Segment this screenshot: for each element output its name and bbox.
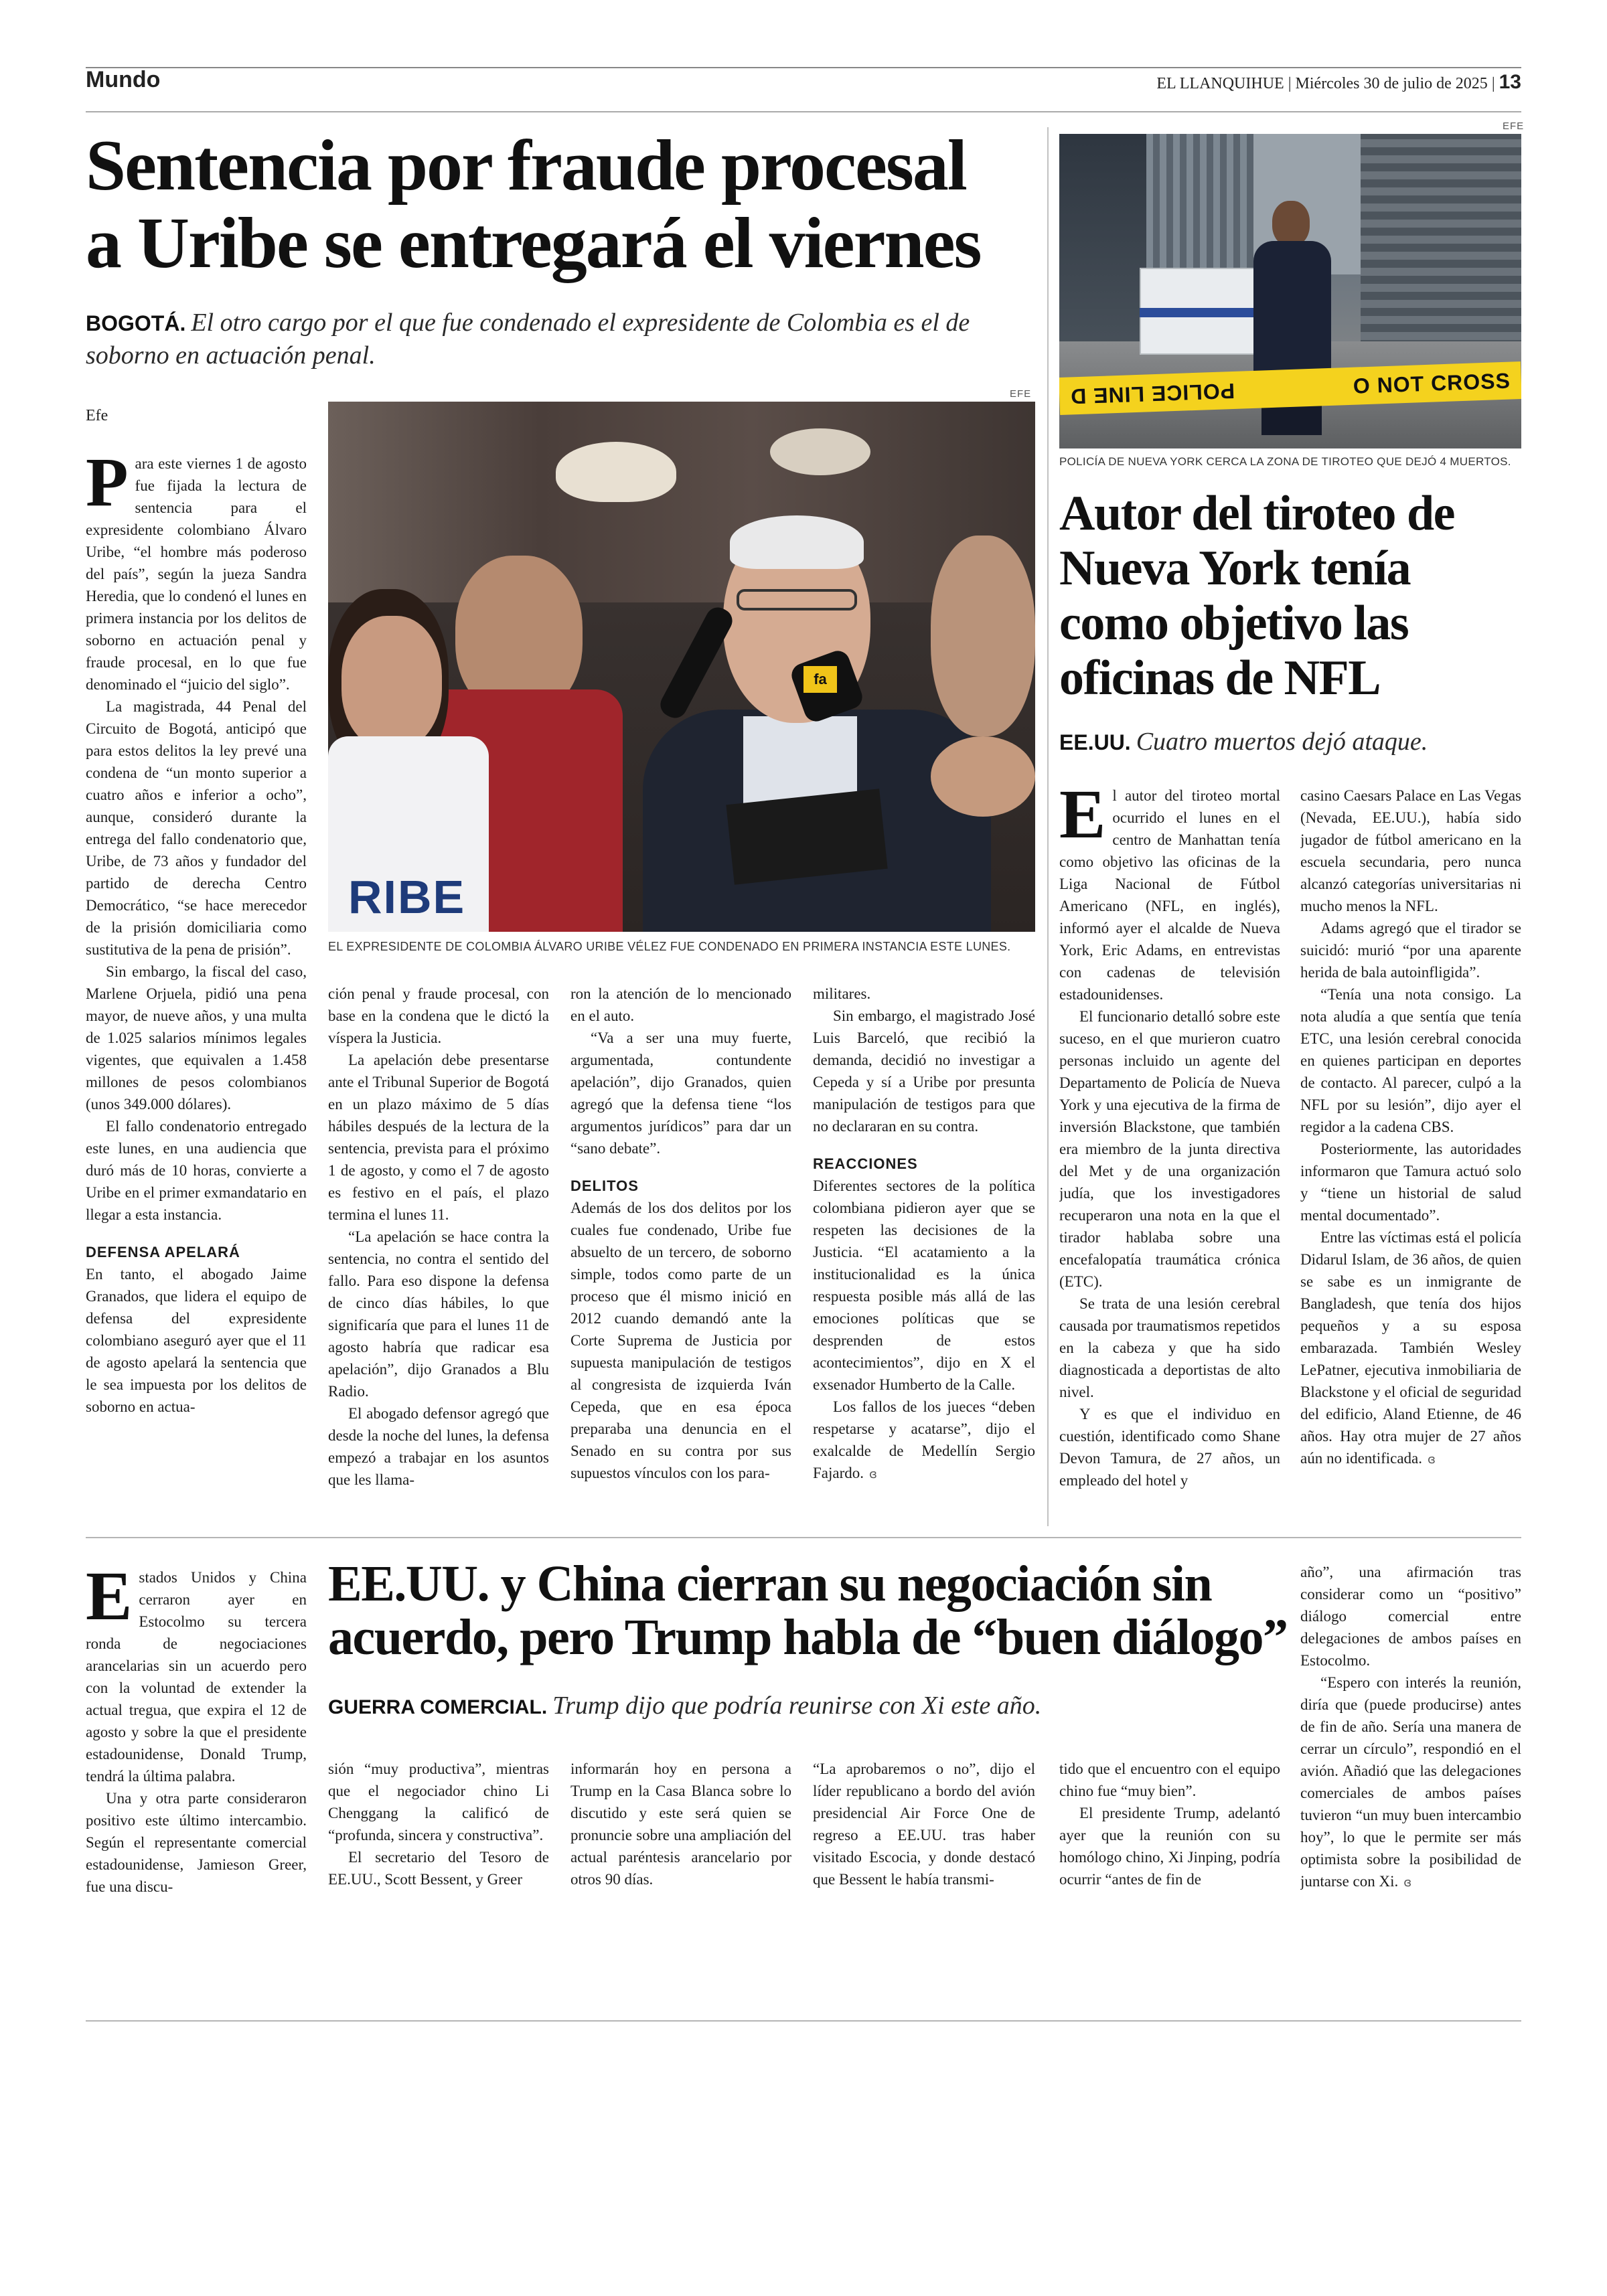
uribe-paragraph: militares. (813, 985, 871, 1002)
nyc-col-2 (1300, 785, 1521, 1521)
uribe-paragraph: La magistrada, 44 Penal del Circuito de Bogotá, anticipó que para estos delitos la ley prevé una condena de “un monto superior a cuatro años e inferior a ocho”, aunque, consideró durante la entrega del fallo condenatorio que, Uribe, de 73 años y fundador del partido de derecha Centro Democrático, “se hace merecedor de la prisión domiciliaria como sustitutiva de la pena de prisión”. (86, 698, 307, 958)
uribe-paragraph: Diferentes sectores de la política colombiana pidieron ayer que se respeten las decisiones de la Justicia. “El acatamiento a la institucionalidad es la única respuesta posible más allá de las emociones políticas que se desprenden de estos acontecimientos”, dijo en X el exsenador Humberto de la Calle. (813, 1177, 1035, 1393)
nyc-paragraph: Adams agregó que el tirador se suicidó: murió “por una aparente herida de bala autoinfligida”. (1300, 920, 1521, 981)
officer-head (1272, 201, 1310, 246)
uribe-kicker: BOGOTÁ. (86, 311, 186, 335)
nyc-paragraph: El funcionario detalló sobre este suceso, en el que murieron cuatro personas incluido un agente del Departamento de Policía de Nueva York y una ejecutiva de la firma de inversión Blackstone, que también era miembro de la junta directiva del Met y de una organización judía, que los investigadores recuperaron una nota en la que el tirador hablaba sobre una encefalopatía traumática crónica (ETC). (1059, 1008, 1280, 1290)
china-paragraph: informarán hoy en persona a Trump en la Casa Blanca sobre lo discutido y este será quien se pronuncie sobre una ampliación del actual paréntesis arancelario por otros 90 días. (570, 1760, 791, 1888)
uribe-col-2 (328, 983, 549, 1518)
bottom-rule (86, 2020, 1521, 2022)
china-headline-line-2: acuerdo, pero Trump habla de “buen diálogo” (328, 1609, 1288, 1665)
uribe-col-3 (570, 983, 791, 1518)
nyc-text: l autor del tiroteo mortal ocurrido el lunes en el centro de Manhattan tenía como objetivo las oficinas de la Liga Nacional de Fútbol Americano (NFL, en inglés), informó ayer el alcalde de Nueva York, Eric Adams, en entrevistas con cadenas de televisión estadounidenses. (1059, 787, 1280, 1003)
china-paragraph: año”, una afirmación tras considerar como un “positivo” diálogo comercial entre delegaciones de ambos países en Estocolmo. (1300, 1564, 1521, 1669)
nyc-caption: POLICÍA DE NUEVA YORK CERCA LA ZONA DE TIROTEO QUE DEJÓ 4 MUERTOS. (1059, 455, 1511, 468)
building-left (1059, 134, 1146, 355)
nyc-photo (1059, 134, 1521, 448)
uribe-deck-text: El otro cargo por el que fue condenado el expresidente de Colombia es el de soborno en actuación penal. (86, 309, 970, 370)
uribe-text: Los fallos de los jueces “deben respetarse y acatarse”, dijo el exalcalde de Medellín Sergio Fajardo. (813, 1398, 1035, 1481)
person-right (931, 536, 1035, 736)
uribe-paragraph: Además de los dos delitos por los cuales fue condenado, Uribe fue absuelto de un tercero, de soborno simple, todos como parte de un proceso que él mismo inició en 2012 cuando demandó ante la Corte Suprema de Justicia por supuesta manipulación de testigos al congresista de izquierda Iván Cepeda, que en esa época preparaba una denuncia en el Senado en su contra por sus supuestos vínculos con los para- (570, 1200, 791, 1481)
folio: EL LLANQUIHUE | Miércoles 30 de julio de 2025 | 13 (1156, 71, 1521, 93)
nyc-headline-line-4: oficinas de NFL (1059, 651, 1381, 706)
uribe-paragraph (813, 1396, 1035, 1485)
nyc-headline (1059, 486, 1521, 706)
paper-name: EL LLANQUIHUE (1156, 75, 1284, 92)
uribe-paragraph: En tanto, el abogado Jaime Granados, que lidera el equipo de defensa del expresidente colombiano aseguró ayer que el 11 de agosto apelará la sentencia que le sea impuesta por los delitos de soborno en actua- (86, 1266, 307, 1415)
microphone (656, 603, 737, 722)
uribe-paragraph: Sin embargo, la fiscal del caso, Marlene Orjuela, pidió una pena mayor, de nueve años, y una multa de 1.025 salarios mínimos legales vigentes, que equivalen a 1.458 millones de pesos colombianos (unos 349.000 dólares). (86, 963, 307, 1113)
column-divider (1047, 127, 1049, 1526)
uribe-photo-credit: EFE (1010, 388, 1032, 400)
uribe-paragraph: El fallo condenatorio entregado este lunes, en una audiencia que duró más de 10 horas, convierte a Uribe en el primer exmandatario en llegar a esta instancia. (86, 1118, 307, 1223)
nyc-paragraph (1300, 1226, 1521, 1471)
header-rule (86, 111, 1521, 112)
china-col-4 (813, 1758, 1035, 1918)
china-col-5 (1059, 1758, 1280, 1918)
speaker-hair (730, 515, 864, 569)
drop-cap: P (86, 453, 129, 521)
nyc-paragraph (1059, 785, 1280, 1005)
uribe-paragraph: “La apelación se hace contra la sentencia, no contra el sentido del fallo. Para eso dispone la defensa de cinco días hábiles, lo que significaría que para el lunes 11 de agosto habría que radicar esa apelación”, dijo Granados a Blu Radio. (328, 1228, 549, 1400)
china-paragraph: tido que el encuentro con el equipo chino fue “muy bien”. (1059, 1760, 1280, 1799)
uribe-deck (86, 307, 1010, 372)
hat-shape-2 (770, 428, 870, 475)
nyc-headline-line-1: Autor del tiroteo de (1059, 486, 1455, 541)
tape-text-left: POLICE LINE D (1069, 378, 1235, 408)
nyc-text: Entre las víctimas está el policía Didarul Islam, de 36 años, de quien se sabe es un inmigrante de Bangladesh, que tenía dos hijos pequeños y a su esposa embarazada. También Wesley LePatner, ejecutiva inmobiliaria de Blackstone y el oficial de seguridad del edificio, Aland Etienne, de 46 años. Hay otra mujer de 27 años aún no identificada. (1300, 1229, 1521, 1467)
nyc-kicker: EE.UU. (1059, 730, 1131, 754)
uribe-paragraph: La apelación debe presentarse ante el Tribunal Superior de Bogotá en un plazo máximo de 5 días hábiles después de la lectura de la sentencia, prevista para el próximo 1 de agosto, y como el 7 de agosto es festivo en el país, el plazo termina el lunes 11. (328, 1052, 549, 1223)
uribe-paragraph: “Va a ser una muy fuerte, argumentada, contundente apelación”, dijo Granados, quien agregó que la defensa tiene “los argumentos jurídicos” para dar un “sano debate”. (570, 1030, 791, 1157)
building-right (1361, 134, 1521, 348)
subhead-reacciones: REACCIONES (813, 1155, 918, 1172)
china-deck (328, 1690, 1279, 1724)
china-col-6 (1300, 1561, 1521, 1922)
top-rule (86, 67, 1521, 68)
uribe-paragraph (86, 453, 307, 695)
uribe-text: ara este viernes 1 de agosto fue fijada la lectura de sentencia para el expresidente colombiano Álvaro Uribe, “el hombre más poderoso del país”, según la jueza Sandra Heredia, que lo condenó el lunes en primera instancia por los delitos de soborno en actuación penal y fraude procesal, en lo que fue denominado el “juicio del siglo”. (86, 455, 307, 693)
drop-cap: E (86, 1566, 133, 1635)
nyc-headline-line-2: Nueva York tenía (1059, 541, 1411, 596)
china-paragraph: sión “muy productiva”, mientras que el negociador chino Li Chenggang la calificó de “profunda, sincera y constructiva”. (328, 1760, 549, 1843)
end-mark-icon: ɞ (1428, 1453, 1436, 1467)
uribe-paragraph: El abogado defensor agregó que desde la noche del lunes, la defensa empezó a trabajar en los asuntos que les llama- (328, 1405, 549, 1488)
section-label: Mundo (86, 67, 161, 92)
crowd-shape (328, 402, 1035, 602)
uribe-byline: Efe (86, 407, 108, 424)
end-mark-icon: ɞ (869, 1467, 877, 1481)
uribe-col-1 (86, 453, 307, 1517)
china-headline-line-1: EE.UU. y China cierran su negociación sin (328, 1556, 1212, 1612)
china-paragraph: “La aprobaremos o no”, dijo el líder republicano a bordo del avión presidencial Air Force One de regreso a EE.UU. tras haber visitado Escocia, y donde destacó que Bessent le había transmi- (813, 1760, 1035, 1888)
uribe-paragraph: ron la atención de lo mencionado en el auto. (570, 985, 791, 1024)
uribe-paragraph: Sin embargo, el magistrado José Luis Barceló, que recibió la demanda, decidió no investigar a Cepeda y sí a Uribe por presunta manipulación de testigos para que no declararan en su contra. (813, 1007, 1035, 1135)
subhead-delitos: DELITOS (570, 1177, 639, 1194)
nyc-photo-credit: EFE (1503, 120, 1525, 132)
uribe-headline (86, 127, 1050, 282)
china-paragraph: El secretario del Tesoro de EE.UU., Scott Bessent, y Greer (328, 1849, 549, 1888)
nyc-paragraph: Posteriormente, las autoridades informaron que Tamura actuó solo y “tiene un historial de salud mental documentado”. (1300, 1141, 1521, 1224)
china-col-2 (328, 1758, 549, 1918)
issue-date: Miércoles 30 de julio de 2025 (1295, 75, 1488, 92)
china-paragraph: Una y otra parte consideraron positivo este último intercambio. Según el representante comercial estadounidense, Jamieson Greer, fue una discu- (86, 1790, 307, 1895)
nyc-paragraph: Y es que el individuo en cuestión, identificado como Shane Devon Tamura, de 27 años, un empleado del hotel y (1059, 1406, 1280, 1489)
story-separator (86, 1537, 1521, 1538)
officer-body (1253, 241, 1331, 382)
china-col-1 (86, 1566, 307, 1914)
subhead-defensa: DEFENSA APELARÁ (86, 1244, 240, 1260)
hat-shape (556, 442, 676, 502)
uribe-caption: EL EXPRESIDENTE DE COLOMBIA ÁLVARO URIBE VÉLEZ FUE CONDENADO EN PRIMERA INSTANCIA ESTE LUNES. (328, 940, 1011, 953)
book (726, 789, 887, 884)
hand-right (931, 736, 1035, 817)
china-col-3 (570, 1758, 791, 1918)
china-kicker: GUERRA COMERCIAL. (328, 1696, 548, 1718)
china-paragraph: El presidente Trump, adelantó ayer que la reunión con su homólogo chino, Xi Jinping, podría ocurrir “antes de fin de (1059, 1805, 1280, 1888)
tape-text-right: O NOT CROSS (1353, 368, 1511, 398)
nyc-paragraph: “Tenía una nota consigo. La nota aludía a que sentía que tenía ETC, una lesión cerebral conocida en quienes participan en deportes de contacto. Al parecer, culpó a la NFL por su lesión”, dijo ayer el regidor a la cadena CBS. (1300, 986, 1521, 1135)
shirt-lettering: RIBE (348, 871, 466, 923)
uribe-headline-line-1: Sentencia por fraude procesal (86, 126, 966, 206)
china-text: stados Unidos y China cerraron ayer en Estocolmo su tercera ronda de negociaciones arancelarias sin un acuerdo pero con la voluntad de extender la actual tregua, que expira el 12 de agosto y sobre la que el presidente estadounidense, Donald Trump, tendrá la última palabra. (86, 1569, 307, 1785)
nyc-deck (1059, 726, 1521, 758)
nyc-paragraph: casino Caesars Palace en Las Vegas (Nevada, EE.UU.), había sido jugador de fútbol americano en la escuela secundaria, pero nunca alcanzó categorías universitarias ni mucho menos la NFL. (1300, 787, 1521, 914)
nyc-deck-text: Cuatro muertos dejó ataque. (1136, 728, 1428, 756)
uribe-paragraph: ción penal y fraude procesal, con base en la condena que le dictó la víspera la Justicia. (328, 985, 549, 1046)
nyc-col-1 (1059, 785, 1280, 1521)
page-number: 13 (1499, 71, 1521, 93)
nyc-headline-line-3: como objetivo las (1059, 596, 1409, 651)
nyc-paragraph: Se trata de una lesión cerebral causada por traumatismos repetidos en la cabeza y que ha sido diagnosticada a deportistas de alto nivel. (1059, 1295, 1280, 1400)
drop-cap: E (1059, 785, 1106, 853)
police-van-stripe (1140, 308, 1260, 317)
china-paragraph (1300, 1671, 1521, 1894)
woman-face (341, 616, 442, 750)
china-deck-text: Trump dijo que podría reunirse con Xi este año. (552, 1692, 1042, 1720)
china-text: “Espero con interés la reunión, diría que (puede producirse) antes de fin de año. Sería una manera de cerrar un círculo”, respondió en el avión. Añadió que las delegaciones comerciales de ambos países tuvieron “un muy buen intercambio hoy”, lo que le permite ser más optimista sobre la posibilidad de juntarse con Xi. (1300, 1674, 1521, 1890)
china-paragraph (86, 1566, 307, 1787)
uribe-photo (328, 402, 1035, 932)
uribe-headline-line-2: a Uribe se entregará el viernes (86, 203, 981, 283)
speaker-glasses (737, 589, 857, 610)
uribe-col-4 (813, 983, 1035, 1518)
china-headline (328, 1557, 1292, 1664)
press-mic-label: fa (804, 666, 837, 693)
end-mark-icon: ɞ (1403, 1876, 1412, 1890)
